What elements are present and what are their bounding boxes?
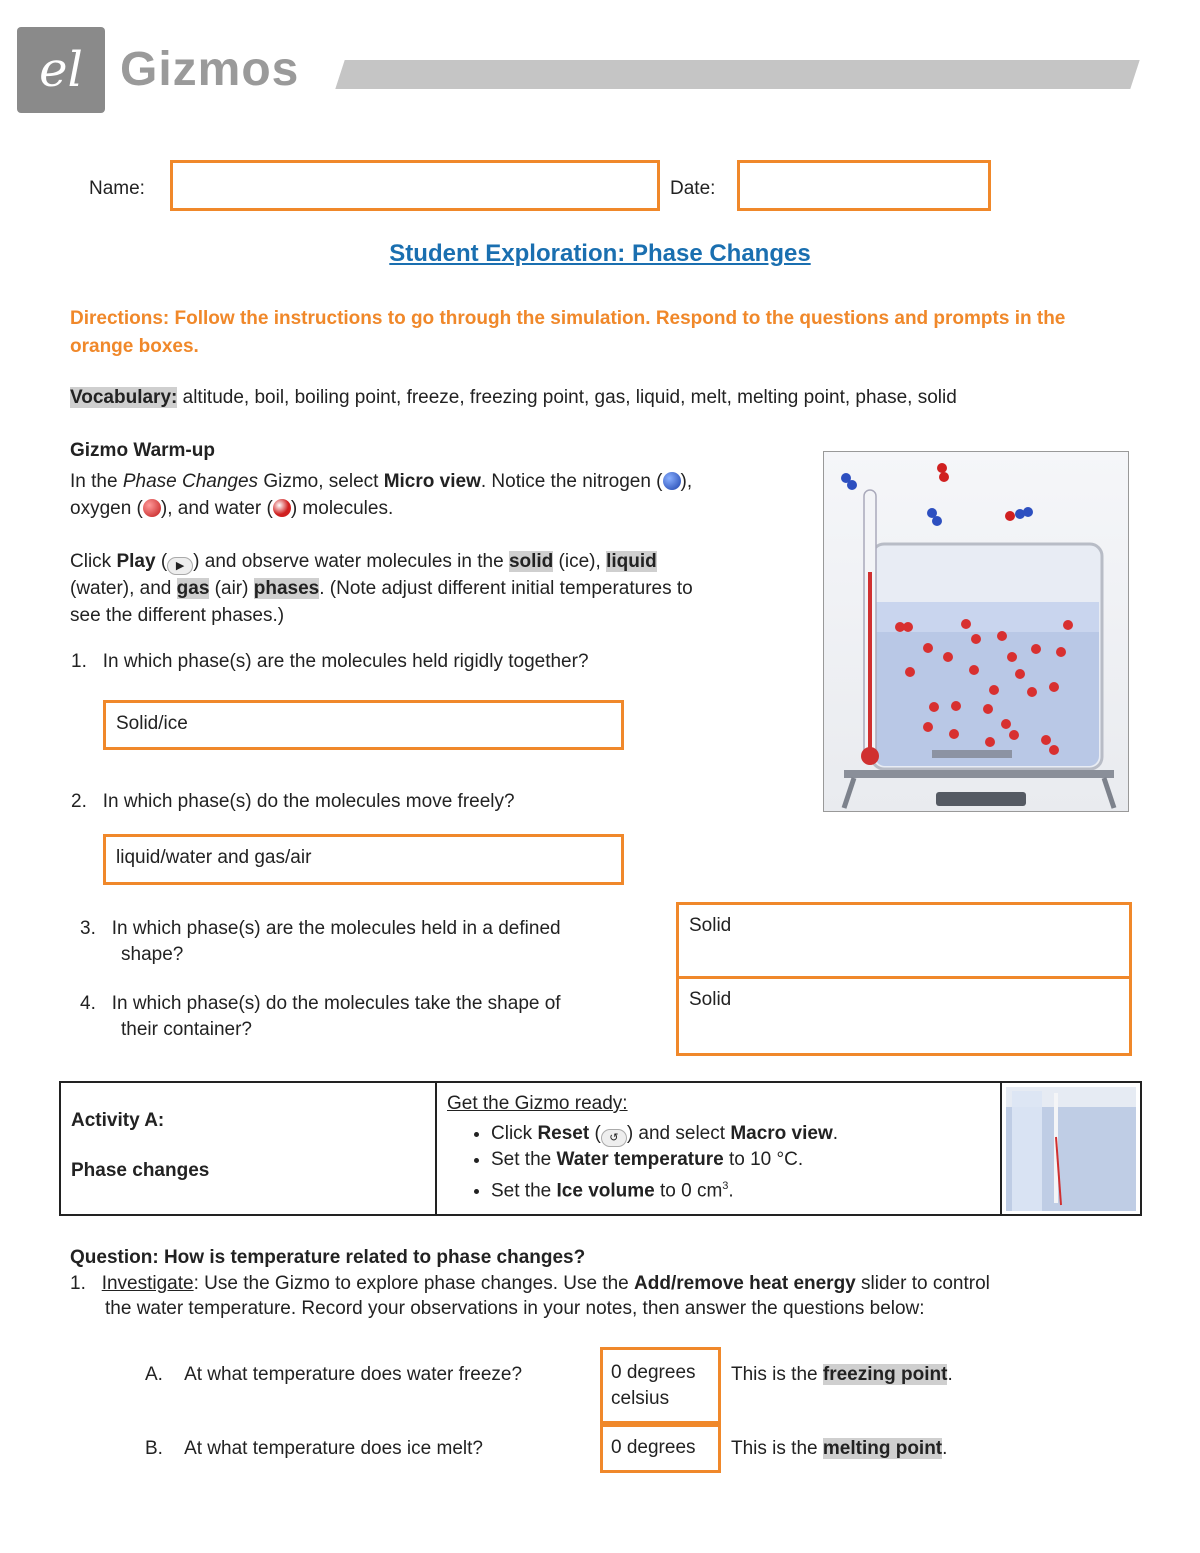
- melting-point-note: This is the melting point.: [731, 1438, 948, 1459]
- gizmos-logo: [17, 27, 105, 113]
- question-3: 3. In which phase(s) are the molecules held in a defined shape?: [80, 918, 561, 965]
- warmup-paragraph-2: Click Play ( ▶ ) and observe water molecules in the solid (ice), liquid (water), and gas (air) phases. (Note adjust different initial temperatures to see the different phases.): [70, 551, 693, 626]
- activity-instructions-cell: [437, 1083, 1002, 1214]
- nitrogen-molecule-icon: [663, 472, 681, 490]
- question-1: 1. In which phase(s) are the molecules held rigidly together?: [71, 651, 589, 672]
- answer-box-2[interactable]: liquid/water and gas/air: [103, 834, 624, 885]
- date-field[interactable]: [737, 160, 991, 211]
- vocabulary: [70, 384, 1130, 411]
- brand-name: Gizmos: [120, 43, 300, 96]
- warmup-heading: Gizmo Warm-up: [70, 440, 215, 461]
- macro-view-thumbnail: [1006, 1087, 1136, 1211]
- answer-box-4[interactable]: Solid: [676, 976, 1132, 1056]
- name-label: Name:: [89, 178, 145, 199]
- step-ice-volume: • Set the Ice volume to 0 $cm^3$.: [491, 1173, 990, 1204]
- vocabulary-terms: altitude, boil, boiling point, freeze, freezing point, gas, liquid, melt, melting point, phase, solid: [177, 387, 957, 408]
- activity-table: [59, 1081, 1142, 1216]
- name-field[interactable]: [170, 160, 660, 211]
- activity-label-cell: [61, 1083, 437, 1214]
- beaker-icon: [824, 452, 1129, 812]
- micro-view-simulation: [823, 451, 1129, 812]
- item-b-question: B. At what temperature does ice melt?: [145, 1438, 483, 1459]
- ready-heading: Get the Gizmo ready:: [447, 1093, 628, 1114]
- play-icon: ▶: [167, 557, 193, 575]
- melt-answer-box[interactable]: 0 degrees: [600, 1424, 721, 1473]
- question-2: 2. In which phase(s) do the molecules move freely?: [71, 791, 515, 812]
- answer-box-3[interactable]: Solid: [676, 902, 1132, 979]
- oxygen-molecule-icon: [143, 499, 161, 517]
- directions: Directions: Follow the instructions to go through the simulation. Respond to the questions and prompts in the orange boxes.: [70, 308, 1066, 357]
- water-molecule-icon: [273, 499, 291, 517]
- step-water-temperature: • Set the Water temperature to 10 °C.: [491, 1147, 990, 1173]
- freeze-answer-box[interactable]: 0 degrees celsius: [600, 1347, 721, 1424]
- warmup-paragraph-1: In the Phase Changes Gizmo, select Micro view. Notice the nitrogen ( ), oxygen ( ), and water ( ) molecules.: [70, 471, 693, 519]
- activity-label: Activity A:: [71, 1110, 165, 1131]
- page-title: Student Exploration: Phase Changes: [389, 240, 811, 267]
- step-reset: • Click Reset ( ↺ ) and select Macro view.: [491, 1121, 990, 1147]
- investigate-prompt: 1. Investigate: Use the Gizmo to explore phase changes. Use the Add/remove heat energy slider to control the water temperature. Record your observations in your notes, then answer the questions below:: [70, 1273, 990, 1319]
- reset-icon: ↺: [601, 1129, 627, 1147]
- thermometer-icon: [861, 490, 879, 765]
- item-a-question: A. At what temperature does water freeze?: [145, 1364, 523, 1385]
- vocabulary-label: Vocabulary:: [70, 387, 178, 408]
- question-4: 4. In which phase(s) do the molecules take the shape of their container?: [80, 993, 561, 1040]
- answer-box-1[interactable]: Solid/ice: [103, 700, 624, 750]
- activity-name: Phase changes: [71, 1160, 210, 1181]
- logo-glyph: el: [39, 42, 83, 98]
- header-bar: [335, 60, 1139, 89]
- freezing-point-note: This is the freezing point.: [731, 1364, 953, 1385]
- date-label: Date:: [670, 178, 716, 199]
- question-section-heading: Question: How is temperature related to phase changes?: [70, 1247, 586, 1268]
- activity-thumbnail-cell: [1002, 1083, 1140, 1214]
